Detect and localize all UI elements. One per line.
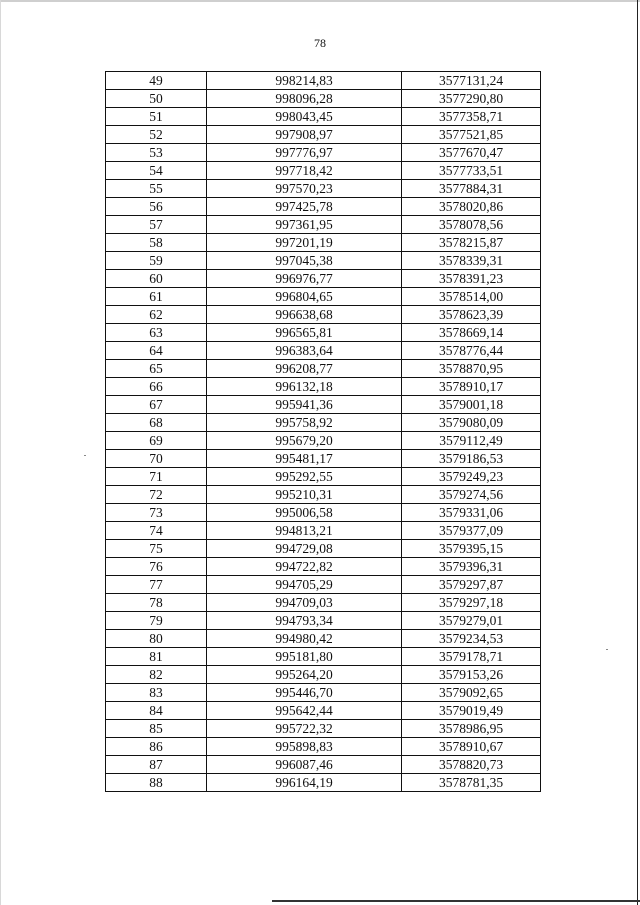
x-coordinate-cell: 996164,19 xyxy=(207,774,402,792)
table-row xyxy=(106,684,541,702)
x-coordinate-cell: 998214,83 xyxy=(207,72,402,90)
x-coordinate-cell: 994729,08 xyxy=(207,540,402,558)
table-row xyxy=(106,702,541,720)
table-row xyxy=(106,576,541,594)
table-row xyxy=(106,756,541,774)
point-number-cell: 59 xyxy=(106,252,207,270)
point-number-cell: 57 xyxy=(106,216,207,234)
table-row xyxy=(106,468,541,486)
point-number-cell: 61 xyxy=(106,288,207,306)
x-coordinate-cell: 994793,34 xyxy=(207,612,402,630)
table-row xyxy=(106,648,541,666)
y-coordinate-cell: 3578910,67 xyxy=(402,738,541,756)
x-coordinate-cell: 997718,42 xyxy=(207,162,402,180)
point-number-cell: 76 xyxy=(106,558,207,576)
y-coordinate-cell: 3578020,86 xyxy=(402,198,541,216)
point-number-cell: 71 xyxy=(106,468,207,486)
table-row xyxy=(106,288,541,306)
page-right-edge xyxy=(637,0,638,905)
x-coordinate-cell: 996638,68 xyxy=(207,306,402,324)
table-row xyxy=(106,612,541,630)
y-coordinate-cell: 3579001,18 xyxy=(402,396,541,414)
point-number-cell: 68 xyxy=(106,414,207,432)
point-number-cell: 65 xyxy=(106,360,207,378)
x-coordinate-cell: 996804,65 xyxy=(207,288,402,306)
point-number-cell: 72 xyxy=(106,486,207,504)
y-coordinate-cell: 3578910,17 xyxy=(402,378,541,396)
y-coordinate-cell: 3579234,53 xyxy=(402,630,541,648)
y-coordinate-cell: 3579331,06 xyxy=(402,504,541,522)
point-number-cell: 81 xyxy=(106,648,207,666)
y-coordinate-cell: 3578986,95 xyxy=(402,720,541,738)
table-row xyxy=(106,504,541,522)
x-coordinate-cell: 995941,36 xyxy=(207,396,402,414)
x-coordinate-cell: 995722,32 xyxy=(207,720,402,738)
page-left-edge xyxy=(0,0,1,905)
point-number-cell: 54 xyxy=(106,162,207,180)
table-row xyxy=(106,72,541,90)
x-coordinate-cell: 997201,19 xyxy=(207,234,402,252)
x-coordinate-cell: 997425,78 xyxy=(207,198,402,216)
table-row xyxy=(106,216,541,234)
table-row xyxy=(106,666,541,684)
point-number-cell: 80 xyxy=(106,630,207,648)
point-number-cell: 83 xyxy=(106,684,207,702)
y-coordinate-cell: 3579249,23 xyxy=(402,468,541,486)
x-coordinate-cell: 997776,97 xyxy=(207,144,402,162)
point-number-cell: 85 xyxy=(106,720,207,738)
point-number-cell: 58 xyxy=(106,234,207,252)
y-coordinate-cell: 3578776,44 xyxy=(402,342,541,360)
point-number-cell: 86 xyxy=(106,738,207,756)
table-row xyxy=(106,432,541,450)
x-coordinate-cell: 998043,45 xyxy=(207,108,402,126)
y-coordinate-cell: 3579112,49 xyxy=(402,432,541,450)
x-coordinate-cell: 994705,29 xyxy=(207,576,402,594)
x-coordinate-cell: 996132,18 xyxy=(207,378,402,396)
y-coordinate-cell: 3577290,80 xyxy=(402,90,541,108)
y-coordinate-cell: 3578781,35 xyxy=(402,774,541,792)
y-coordinate-cell: 3578820,73 xyxy=(402,756,541,774)
x-coordinate-cell: 994813,21 xyxy=(207,522,402,540)
y-coordinate-cell: 3579279,01 xyxy=(402,612,541,630)
x-coordinate-cell: 994980,42 xyxy=(207,630,402,648)
x-coordinate-cell: 995679,20 xyxy=(207,432,402,450)
table-row xyxy=(106,342,541,360)
x-coordinate-cell: 997908,97 xyxy=(207,126,402,144)
point-number-cell: 87 xyxy=(106,756,207,774)
x-coordinate-cell: 996383,64 xyxy=(207,342,402,360)
y-coordinate-cell: 3578078,56 xyxy=(402,216,541,234)
table-row xyxy=(106,108,541,126)
point-number-cell: 67 xyxy=(106,396,207,414)
table-row xyxy=(106,234,541,252)
x-coordinate-cell: 996087,46 xyxy=(207,756,402,774)
table-row xyxy=(106,162,541,180)
x-coordinate-cell: 995181,80 xyxy=(207,648,402,666)
y-coordinate-cell: 3579297,87 xyxy=(402,576,541,594)
table-row xyxy=(106,450,541,468)
y-coordinate-cell: 3579019,49 xyxy=(402,702,541,720)
y-coordinate-cell: 3579396,31 xyxy=(402,558,541,576)
point-number-cell: 88 xyxy=(106,774,207,792)
table-row xyxy=(106,90,541,108)
table-row xyxy=(106,774,541,792)
y-coordinate-cell: 3578391,23 xyxy=(402,270,541,288)
table-row xyxy=(106,540,541,558)
y-coordinate-cell: 3578514,00 xyxy=(402,288,541,306)
table-row xyxy=(106,414,541,432)
page-top-edge xyxy=(0,0,640,2)
y-coordinate-cell: 3577884,31 xyxy=(402,180,541,198)
table-row xyxy=(106,738,541,756)
point-number-cell: 82 xyxy=(106,666,207,684)
y-coordinate-cell: 3578870,95 xyxy=(402,360,541,378)
y-coordinate-cell: 3577670,47 xyxy=(402,144,541,162)
point-number-cell: 70 xyxy=(106,450,207,468)
y-coordinate-cell: 3579395,15 xyxy=(402,540,541,558)
point-number-cell: 62 xyxy=(106,306,207,324)
point-number-cell: 73 xyxy=(106,504,207,522)
point-number-cell: 64 xyxy=(106,342,207,360)
table-row xyxy=(106,306,541,324)
x-coordinate-cell: 996208,77 xyxy=(207,360,402,378)
point-number-cell: 66 xyxy=(106,378,207,396)
table-row xyxy=(106,396,541,414)
page-number: 78 xyxy=(314,36,326,50)
x-coordinate-cell: 995210,31 xyxy=(207,486,402,504)
table-row xyxy=(106,126,541,144)
x-coordinate-cell: 995898,83 xyxy=(207,738,402,756)
y-coordinate-cell: 3579297,18 xyxy=(402,594,541,612)
point-number-cell: 74 xyxy=(106,522,207,540)
point-number-cell: 56 xyxy=(106,198,207,216)
x-coordinate-cell: 995006,58 xyxy=(207,504,402,522)
x-coordinate-cell: 995292,55 xyxy=(207,468,402,486)
y-coordinate-cell: 3578215,87 xyxy=(402,234,541,252)
table-row xyxy=(106,558,541,576)
point-number-cell: 79 xyxy=(106,612,207,630)
point-number-cell: 77 xyxy=(106,576,207,594)
point-number-cell: 63 xyxy=(106,324,207,342)
table-row xyxy=(106,252,541,270)
x-coordinate-cell: 994722,82 xyxy=(207,558,402,576)
scan-speck xyxy=(606,649,608,650)
x-coordinate-cell: 998096,28 xyxy=(207,90,402,108)
point-number-cell: 51 xyxy=(106,108,207,126)
table-row xyxy=(106,180,541,198)
point-number-cell: 60 xyxy=(106,270,207,288)
x-coordinate-cell: 995446,70 xyxy=(207,684,402,702)
table-row xyxy=(106,522,541,540)
y-coordinate-cell: 3579186,53 xyxy=(402,450,541,468)
point-number-cell: 52 xyxy=(106,126,207,144)
coordinates-table xyxy=(105,71,541,792)
x-coordinate-cell: 995481,17 xyxy=(207,450,402,468)
table-row xyxy=(106,594,541,612)
x-coordinate-cell: 995642,44 xyxy=(207,702,402,720)
y-coordinate-cell: 3578623,39 xyxy=(402,306,541,324)
x-coordinate-cell: 996565,81 xyxy=(207,324,402,342)
scan-speck xyxy=(84,455,86,456)
table-row xyxy=(106,198,541,216)
y-coordinate-cell: 3577521,85 xyxy=(402,126,541,144)
y-coordinate-cell: 3579377,09 xyxy=(402,522,541,540)
x-coordinate-cell: 995758,92 xyxy=(207,414,402,432)
y-coordinate-cell: 3578669,14 xyxy=(402,324,541,342)
point-number-cell: 84 xyxy=(106,702,207,720)
x-coordinate-cell: 994709,03 xyxy=(207,594,402,612)
y-coordinate-cell: 3579092,65 xyxy=(402,684,541,702)
table-row xyxy=(106,360,541,378)
x-coordinate-cell: 995264,20 xyxy=(207,666,402,684)
y-coordinate-cell: 3579153,26 xyxy=(402,666,541,684)
y-coordinate-cell: 3579178,71 xyxy=(402,648,541,666)
point-number-cell: 55 xyxy=(106,180,207,198)
point-number-cell: 78 xyxy=(106,594,207,612)
x-coordinate-cell: 996976,77 xyxy=(207,270,402,288)
table-row xyxy=(106,324,541,342)
table-row xyxy=(106,378,541,396)
y-coordinate-cell: 3577358,71 xyxy=(402,108,541,126)
y-coordinate-cell: 3577733,51 xyxy=(402,162,541,180)
point-number-cell: 53 xyxy=(106,144,207,162)
x-coordinate-cell: 997570,23 xyxy=(207,180,402,198)
point-number-cell: 75 xyxy=(106,540,207,558)
y-coordinate-cell: 3579274,56 xyxy=(402,486,541,504)
table-row xyxy=(106,630,541,648)
table-row xyxy=(106,720,541,738)
point-number-cell: 49 xyxy=(106,72,207,90)
bottom-edge-line xyxy=(272,900,640,902)
table-row xyxy=(106,270,541,288)
table-row xyxy=(106,486,541,504)
point-number-cell: 69 xyxy=(106,432,207,450)
x-coordinate-cell: 997361,95 xyxy=(207,216,402,234)
y-coordinate-cell: 3579080,09 xyxy=(402,414,541,432)
coordinates-table-body xyxy=(106,72,541,792)
y-coordinate-cell: 3577131,24 xyxy=(402,72,541,90)
table-row xyxy=(106,144,541,162)
y-coordinate-cell: 3578339,31 xyxy=(402,252,541,270)
x-coordinate-cell: 997045,38 xyxy=(207,252,402,270)
point-number-cell: 50 xyxy=(106,90,207,108)
